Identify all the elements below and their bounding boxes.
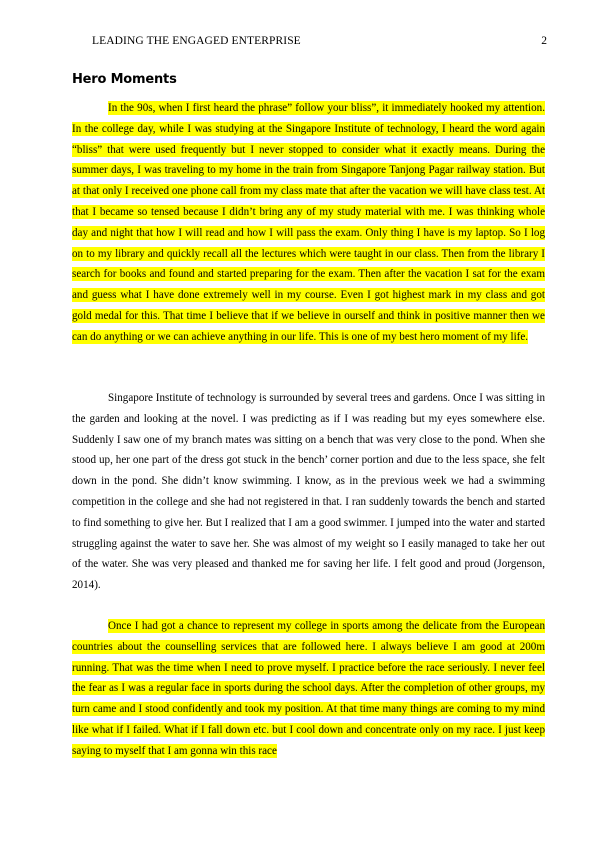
- paragraph-highlighted-3: [72, 616, 545, 762]
- section-heading: Hero Moments: [72, 72, 177, 87]
- paragraph-highlighted-1: [72, 98, 545, 348]
- paragraph-1-text: In the 90s, when I first heard the phrase” follow your bliss”, it immediately hooked my attention. In the college day, while I was studying at the Singapore Institute of technology, I heard the word again “bliss” that were used frequently but I never stopped to consider what it exactly means. During the summer days, I was traveling to my home in the train from Singapore Tanjong Pagar railway station. But at that only I received one phone call from my class mate that after the vacation we will have class test. At that I became so tensed because I didn’t bring any of my study material with me. I was thinking whole day and night that how I will read and how I will pass the exam. Only thing I have is my laptop. So I log on to my library and quickly recall all the lectures which were taught in our class. Then from the library I search for books and found and started preparing for the exam. Then after the vacation I sat for the exam and guess what I have done extremely well in my course. Even I got highest mark in my class and got gold medal for this. That time I believe that if we believe in ourself and think in positive manner then we can do anything or we can achieve anything in our life. This is one of my best hero moment of my life.: [72, 102, 545, 343]
- paragraph-2: [72, 388, 545, 596]
- page-number: 2: [541, 35, 547, 47]
- running-head: LEADING THE ENGAGED ENTERPRISE: [92, 35, 301, 47]
- paragraph-3-text: Once I had got a chance to represent my college in sports among the delicate from the European countries about the counselling services that are followed here. I always believe I am good at 200m running. That was the time when I need to prove myself. I practice before the race seriously. I never feel the fear as I was a regular face in sports during the school days. After the completion of other groups, my turn came and I stood confidently and took my position. At that time many things are coming to my mind like what if I failed. What if I fall down etc. but I cool down and concentrate only on my race. I just keep saying to myself that I am gonna win this race: [72, 620, 545, 757]
- paragraph-2-text: Singapore Institute of technology is surrounded by several trees and gardens. Once I was sitting in the garden and looking at the novel. I was predicting as if I was reading but my eyes somewhere else. Suddenly I saw one of my branch mates was sitting on a bench that was very close to the pond. When she stood up, her one part of the dress got stuck in the bench’ corner portion and due to the less space, she felt down in the pond. She didn’t know swimming. I know, as in the previous week we had a swimming competition in the college and she had not registered in that. I ran suddenly towards the bench and started to find something to give her. But I realized that I am a good swimmer. I jumped into the water and started struggling against the water to save her. She was almost of my weight so I easily managed to take her out of the water. She was very pleased and thanked me for saving her life. I felt good and proud (Jorgenson, 2014).: [72, 392, 545, 592]
